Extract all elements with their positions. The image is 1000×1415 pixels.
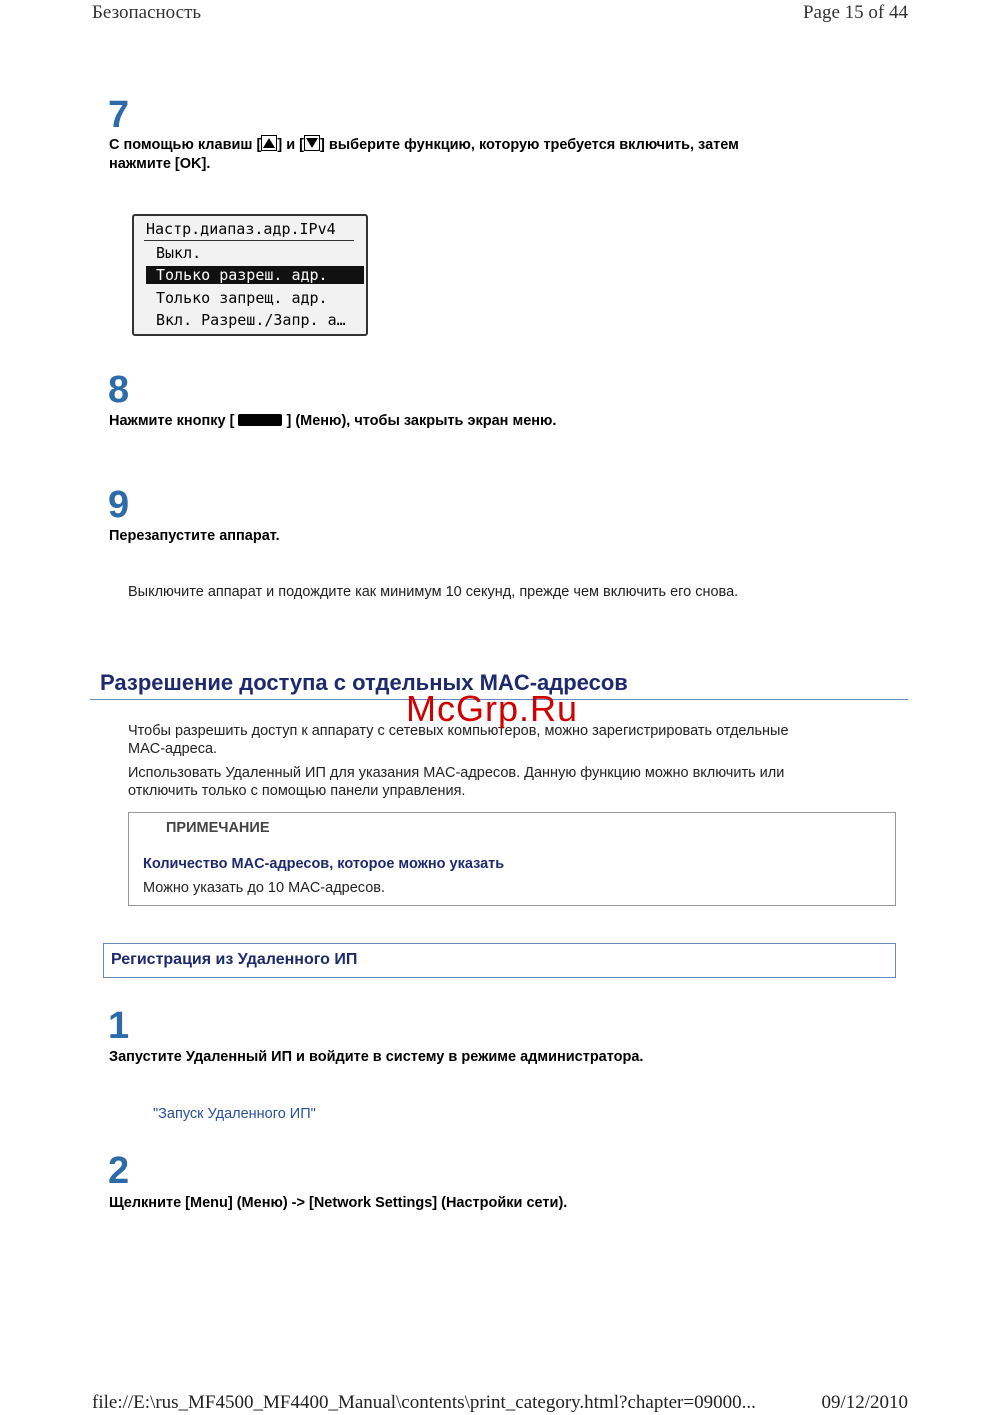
lcd-title: Настр.диапаз.адр.IPv4	[146, 220, 336, 238]
step-9-text: Перезапустите аппарат.	[109, 528, 280, 544]
note-label: ПРИМЕЧАНИЕ	[166, 820, 270, 836]
step-7-text-b: ] и [	[277, 137, 304, 153]
para-1-line-2: MAC-адреса.	[128, 741, 218, 757]
para-2-line-1: Использовать Удаленный ИП для указания MAC-адресов. Данную функцию можно включить или	[128, 765, 785, 781]
watermark: McGrp.Ru	[406, 688, 579, 729]
step-9-detail: Выключите аппарат и подождите как минимум 10 секунд, прежде чем включить его снова.	[128, 584, 739, 600]
step-number-1: 1	[108, 1005, 130, 1047]
step-8-text-b: ] (Меню), чтобы закрыть экран меню.	[286, 413, 557, 429]
step-number-9: 9	[108, 484, 130, 526]
step-number-2: 2	[108, 1150, 130, 1192]
lcd-divider	[144, 240, 354, 241]
step-number-8: 8	[108, 369, 130, 411]
step-7-text-c: ] выберите функцию, которую требуется включить, затем	[320, 137, 739, 153]
step-8-text	[109, 412, 556, 431]
lcd-item-both: Вкл. Разреш./Запр. а…	[156, 311, 346, 329]
step-2-text: Щелкните [Menu] (Меню) -> [Network Settings] (Настройки сети).	[109, 1195, 568, 1211]
section-title: Разрешение доступа с отдельных MAC-адресов	[100, 670, 628, 695]
lcd-screen	[132, 214, 368, 336]
subsection-title: Регистрация из Удаленного ИП	[111, 951, 358, 968]
step-7-text-d: нажмите [OK].	[109, 156, 211, 172]
lcd-item-denied: Только запрещ. адр.	[156, 289, 328, 307]
menu-key-icon	[238, 414, 282, 426]
step-number-7: 7	[108, 94, 130, 136]
step-7-text-a: С помощью клавиш [	[109, 137, 262, 153]
step-7-text	[109, 136, 739, 174]
section-paragraph-2	[128, 764, 784, 800]
step-1-text: Запустите Удаленный ИП и войдите в систему в режиме администратора.	[109, 1049, 644, 1065]
para-1-line-1: Чтобы разрешить доступ к аппарату с сетевых компьютеров, можно зарегистрировать отдельные	[128, 723, 789, 739]
lcd-item-off: Выкл.	[156, 244, 202, 262]
page-number: Page 15 of 44	[802, 2, 908, 23]
footer-path: file://E:\rus_MF4500_MF4400_Manual\contents\print_category.html?chapter=09000...	[92, 1392, 756, 1413]
lcd-item-allowed-selected: Только разреш. адр.	[146, 266, 364, 284]
remote-ui-link[interactable]: "Запуск Удаленного ИП"	[153, 1106, 316, 1122]
para-2-line-2: отключить только с помощью панели управления.	[128, 783, 466, 799]
note-title: Количество MAC-адресов, которое можно указать	[143, 856, 505, 872]
header-title: Безопасность	[92, 2, 202, 23]
up-arrow-key-icon	[261, 135, 277, 151]
step-8-text-a: Нажмите кнопку [	[109, 413, 235, 429]
down-arrow-key-icon	[304, 135, 320, 151]
footer-date: 09/12/2010	[821, 1392, 908, 1413]
note-body: Можно указать до 10 MAC-адресов.	[143, 880, 385, 896]
